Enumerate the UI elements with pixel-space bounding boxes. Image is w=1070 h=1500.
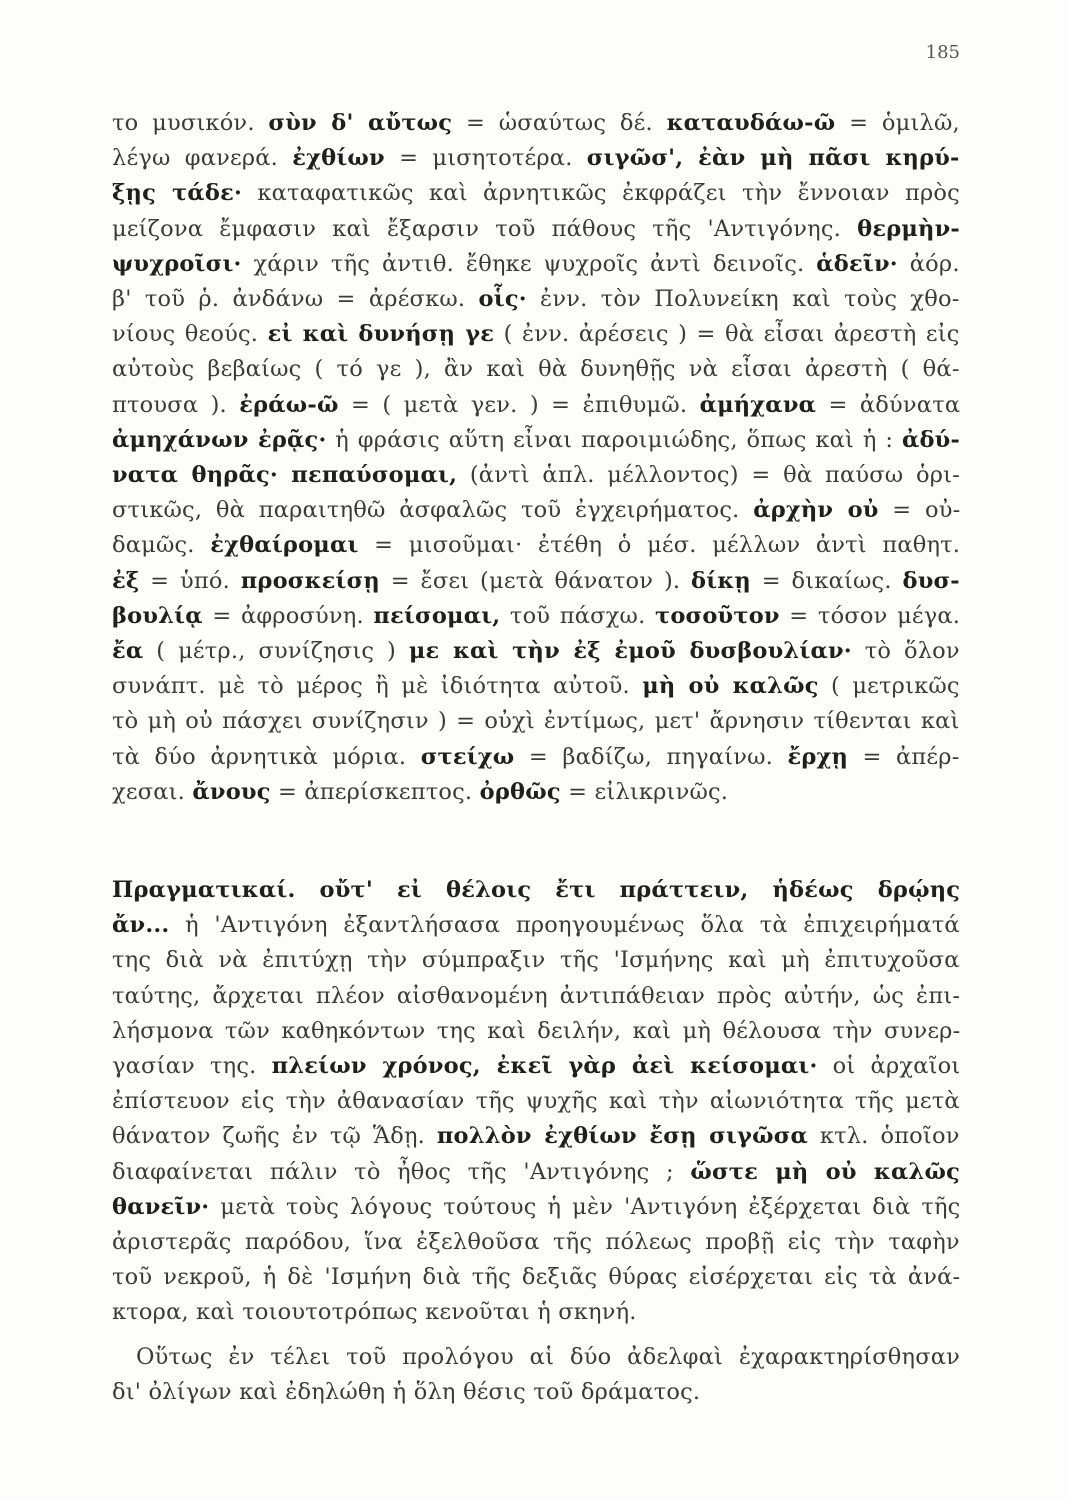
bold-lemma: ἄνους <box>192 778 271 805</box>
text-line <box>112 388 960 423</box>
text-line <box>112 458 960 493</box>
text-run: τοῦ πάσχω. <box>500 602 656 629</box>
bold-lemma: νατα θηρᾶς· πεπαύσομαι, <box>112 462 458 489</box>
bold-lemma: ἁδεῖν· <box>816 250 898 277</box>
bold-lemma: ἀμήχανα <box>699 391 817 418</box>
text-run: ἐνν. τὸν Πολυνείκη καὶ τοὺς χθο- <box>526 286 960 313</box>
text-run: οἱ ἀρχαῖοι <box>817 1053 961 1080</box>
bold-lemma: τοσοῦτον <box>655 602 780 629</box>
bold-lemma: ἔρχῃ <box>787 743 849 770</box>
text-run: μετὰ τοὺς λόγους τούτους ἡ μὲν 'Αντιγόνη ἐξέρχεται διὰ τῆς <box>209 1193 961 1220</box>
text-line <box>112 1295 960 1330</box>
commentary-paragraph-1 <box>112 106 960 810</box>
text-line <box>112 493 960 528</box>
text-run: (ἀντὶ ἁπλ. μέλλοντος) = θὰ παύσω ὁρι- <box>457 462 961 489</box>
text-run: πτουσα ). <box>112 391 240 418</box>
bold-lemma: ἐχθαίρομαι <box>210 532 359 559</box>
text-run: ἡ φράσις αὕτη εἶναι παροιμιώδης, ὅπως καὶ ἡ : <box>326 426 902 453</box>
text-line <box>112 1155 960 1190</box>
text-line <box>112 740 960 775</box>
text-run: = ὡσαύτως δέ. <box>452 110 667 136</box>
text-line <box>112 247 960 282</box>
text-run: λήσμονα τῶν καθηκόντων της καὶ δειλήν, καὶ μὴ θέλουσα τὴν συνερ- <box>112 1017 961 1044</box>
bold-lemma: πολλὸν ἐχθίων ἔσῃ σιγῶσα <box>436 1123 809 1150</box>
bold-lemma: ἄν... <box>112 912 170 939</box>
text-run: τοῦ νεκροῦ, ἡ δὲ 'Ισμήνη διὰ τῆς δεξιᾶς θύρας εἰσέρχεται εἰς τὰ ἀνά- <box>112 1264 961 1291</box>
bold-lemma: ἐράω-ῶ <box>239 391 339 418</box>
bold-lemma: ἔα <box>112 638 144 665</box>
bold-lemma: καταυδάω-ῶ <box>666 110 836 136</box>
text-line <box>112 141 960 176</box>
text-line <box>112 352 960 387</box>
text-run: = ἀπερίσκεπτος. <box>270 778 480 805</box>
bold-lemma: θανεῖν· <box>112 1193 210 1220</box>
text-run: λέγω φανερά. <box>112 145 293 172</box>
bold-lemma: μὴ οὐ καλῶς <box>642 673 819 700</box>
text-line <box>112 528 960 563</box>
text-line <box>112 704 960 739</box>
text-line <box>112 1225 960 1260</box>
text-run: καταφατικῶς καὶ ἀρνητικῶς ἐκφράζει τὴν ἔννοιαν πρὸς <box>242 180 960 207</box>
bold-lemma: πείσομαι, <box>373 602 501 629</box>
bold-lemma: ξῃς τάδε· <box>112 180 242 207</box>
text-run: τὸ μὴ οὐ πάσχει συνίζησιν ) = οὐχὶ ἐντίμως, μετ' ἄρνησιν τίθενται καὶ <box>112 708 960 735</box>
text-run: = μισοῦμαι· ἐτέθη ὁ μέσ. μέλλων ἀντὶ παθητ. <box>358 532 961 559</box>
text-run: ἀριστερᾶς παρόδου, ἵνα ἐξελθοῦσα τῆς πόλεως προβῇ εἰς τὴν ταφὴν <box>112 1229 960 1256</box>
bold-lemma: ἀρχὴν οὐ <box>753 497 879 524</box>
bold-lemma: ἐξ <box>112 567 140 594</box>
text-run: = βαδίζω, πηγαίνω. <box>514 743 788 770</box>
text-run: ( μετρικῶς <box>818 673 960 700</box>
bold-lemma: προσκείσῃ <box>240 567 380 594</box>
text-run: = δικαίως. <box>750 567 903 594</box>
bold-lemma: ἀδύ- <box>901 426 961 453</box>
text-run: στικῶς, θὰ παραιτηθῶ ἀσφαλῶς τοῦ ἐγχειρήματος. <box>112 497 754 524</box>
text-line <box>112 106 960 141</box>
text-run: = ὁμιλῶ, <box>835 110 960 136</box>
text-run: = μισητοτέρα. <box>384 145 587 172</box>
bold-lemma: ὀρθῶς <box>479 778 561 805</box>
text-run: κτλ. ὁποῖον <box>808 1123 960 1150</box>
text-run: της διὰ νὰ ἐπιτύχῃ τὴν σύμπραξιν τῆς 'Ισμήνης καὶ μὴ ἐπιτυχοῦσα <box>112 947 960 974</box>
text-run: = εἰλικρινῶς. <box>560 778 729 805</box>
text-line <box>112 775 960 810</box>
bold-lemma: θερμὴν- <box>857 215 960 242</box>
text-line <box>112 1049 960 1084</box>
bold-lemma: σὺν δ' αὔτως <box>268 110 453 136</box>
text-run: κτορα, καὶ τοιουτοτρόπως κενοῦται ἡ σκηνή. <box>112 1299 637 1326</box>
text-run: τὰ δύο ἀρνητικὰ μόρια. <box>112 743 421 770</box>
text-run: Οὕτως ἐν τέλει τοῦ προλόγου αἱ δύο ἀδελφαὶ ἐχαρακτηρίσθησαν <box>136 1344 961 1370</box>
bold-lemma: ψυχροῖσι· <box>112 250 242 277</box>
bold-lemma: δυσ- <box>902 567 960 594</box>
text-run: διαφαίνεται πάλιν τὸ ἦθος τῆς 'Αντιγόνης ; <box>112 1158 691 1185</box>
text-run: = ἀφροσύνη. <box>202 602 374 629</box>
text-run: = τόσον μέγα. <box>779 602 961 629</box>
bold-lemma: πλείων χρόνος, ἐκεῖ γὰρ ἀεὶ κείσομαι· <box>271 1053 818 1080</box>
bold-lemma: δίκῃ <box>691 567 751 594</box>
text-run: ἐπίστευον εἰς τὴν ἀθανασίαν τῆς ψυχῆς καὶ τὴν αἰωνιότητα τῆς μετὰ <box>112 1088 960 1115</box>
text-line <box>112 873 960 908</box>
text-run: θάνατον ζωῆς ἐν τῷ Ἅδῃ. <box>112 1123 437 1150</box>
bold-lemma: οἷς· <box>478 286 527 313</box>
bold-lemma: στείχω <box>420 743 515 770</box>
text-run: γασίαν της. <box>112 1053 272 1080</box>
text-run: δαμῶς. <box>112 532 211 559</box>
bold-lemma: ἀμηχάνων ἐρᾷς· <box>112 426 327 453</box>
text-run: αὐτοὺς βεβαίως ( τό γε ), ἂν καὶ θὰ δυνηθῇς νὰ εἶσαι ἀρεστὴ ( θά- <box>112 356 960 383</box>
text-run: το μυσικόν. <box>112 110 269 136</box>
text-line <box>112 1375 960 1410</box>
text-line <box>112 943 960 978</box>
text-run: χεσαι. <box>112 778 193 805</box>
bold-lemma: Πραγματικαί. οὔτ' εἰ θέλοις ἔτι πράττειν, ἡδέως δρῴης <box>112 877 961 903</box>
text-line <box>112 317 960 352</box>
text-run: ( μέτρ., συνίζησις ) <box>143 638 409 665</box>
text-run: συνάπτ. μὲ τὸ μέρος ἢ μὲ ἰδιότητα αὐτοῦ. <box>112 673 643 700</box>
text-run: ἡ 'Αντιγόνη ἐξαντλήσασα προηγουμένως ὅλα τὰ ἐπιχειρήματά <box>169 912 960 939</box>
text-line <box>112 669 960 704</box>
text-run: = ἀπέρ- <box>848 743 960 770</box>
text-run: = οὐ- <box>878 497 961 524</box>
text-line <box>112 908 960 943</box>
text-line <box>112 423 960 458</box>
commentary-paragraph-3 <box>112 1340 960 1410</box>
bold-lemma: ὥστε μὴ οὐ καλῶς <box>690 1158 961 1185</box>
text-line <box>112 212 960 247</box>
text-run: ( ἐνν. ἀρέσεις ) = θὰ εἶσαι ἀρεστὴ εἰς <box>494 321 960 348</box>
text-run: δι' ὀλίγων καὶ ἐδηλώθη ἡ ὅλη θέσις τοῦ δράματος. <box>112 1379 701 1406</box>
commentary-paragraph-2 <box>112 873 960 1331</box>
bold-lemma: σιγῶσ', ἐὰν μὴ πᾶσι κηρύ- <box>586 145 960 172</box>
text-line <box>112 979 960 1014</box>
text-line <box>112 634 960 669</box>
text-line <box>112 1084 960 1119</box>
text-run: = ( μετὰ γεν. ) = ἐπιθυμῶ. <box>338 391 700 418</box>
text-line <box>112 1340 960 1375</box>
text-run: χάριν τῆς ἀντιθ. ἔθηκε ψυχροῖς ἀντὶ δεινοῖς. <box>241 250 817 277</box>
text-line <box>112 1014 960 1049</box>
text-run: = ἔσει (μετὰ θάνατον ). <box>379 567 692 594</box>
text-run: = ἀδύνατα <box>816 391 961 418</box>
text-line <box>112 282 960 317</box>
text-run: μείζονα ἔμφασιν καὶ ἔξαρσιν τοῦ πάθους τῆς 'Αντιγόνης. <box>112 215 858 242</box>
text-line <box>112 176 960 211</box>
text-run: νίους θεούς. <box>112 321 268 348</box>
text-run: ἀόρ. <box>897 250 960 277</box>
text-run: ταύτης, ἄρχεται πλέον αἰσθανομένη ἀντιπάθειαν πρὸς αὐτήν, ὡς ἐπι- <box>112 982 961 1009</box>
bold-lemma: ἐχθίων <box>292 145 385 172</box>
bold-lemma: με καὶ τὴν ἐξ ἐμοῦ δυσβουλίαν· <box>408 638 852 665</box>
text-run: τὸ ὅλον <box>851 638 960 665</box>
text-line <box>112 1119 960 1154</box>
text-line <box>112 1190 960 1225</box>
bold-lemma: βουλίᾳ <box>112 602 203 629</box>
text-line <box>112 564 960 599</box>
text-line <box>112 599 960 634</box>
bold-lemma: εἰ καὶ δυνήσῃ γε <box>267 321 495 348</box>
text-run: β' τοῦ ῥ. ἀνδάνω = ἀρέσκω. <box>112 286 479 313</box>
page-number: 185 <box>925 42 960 63</box>
text-line <box>112 1260 960 1295</box>
text-run: = ὑπό. <box>139 567 241 594</box>
